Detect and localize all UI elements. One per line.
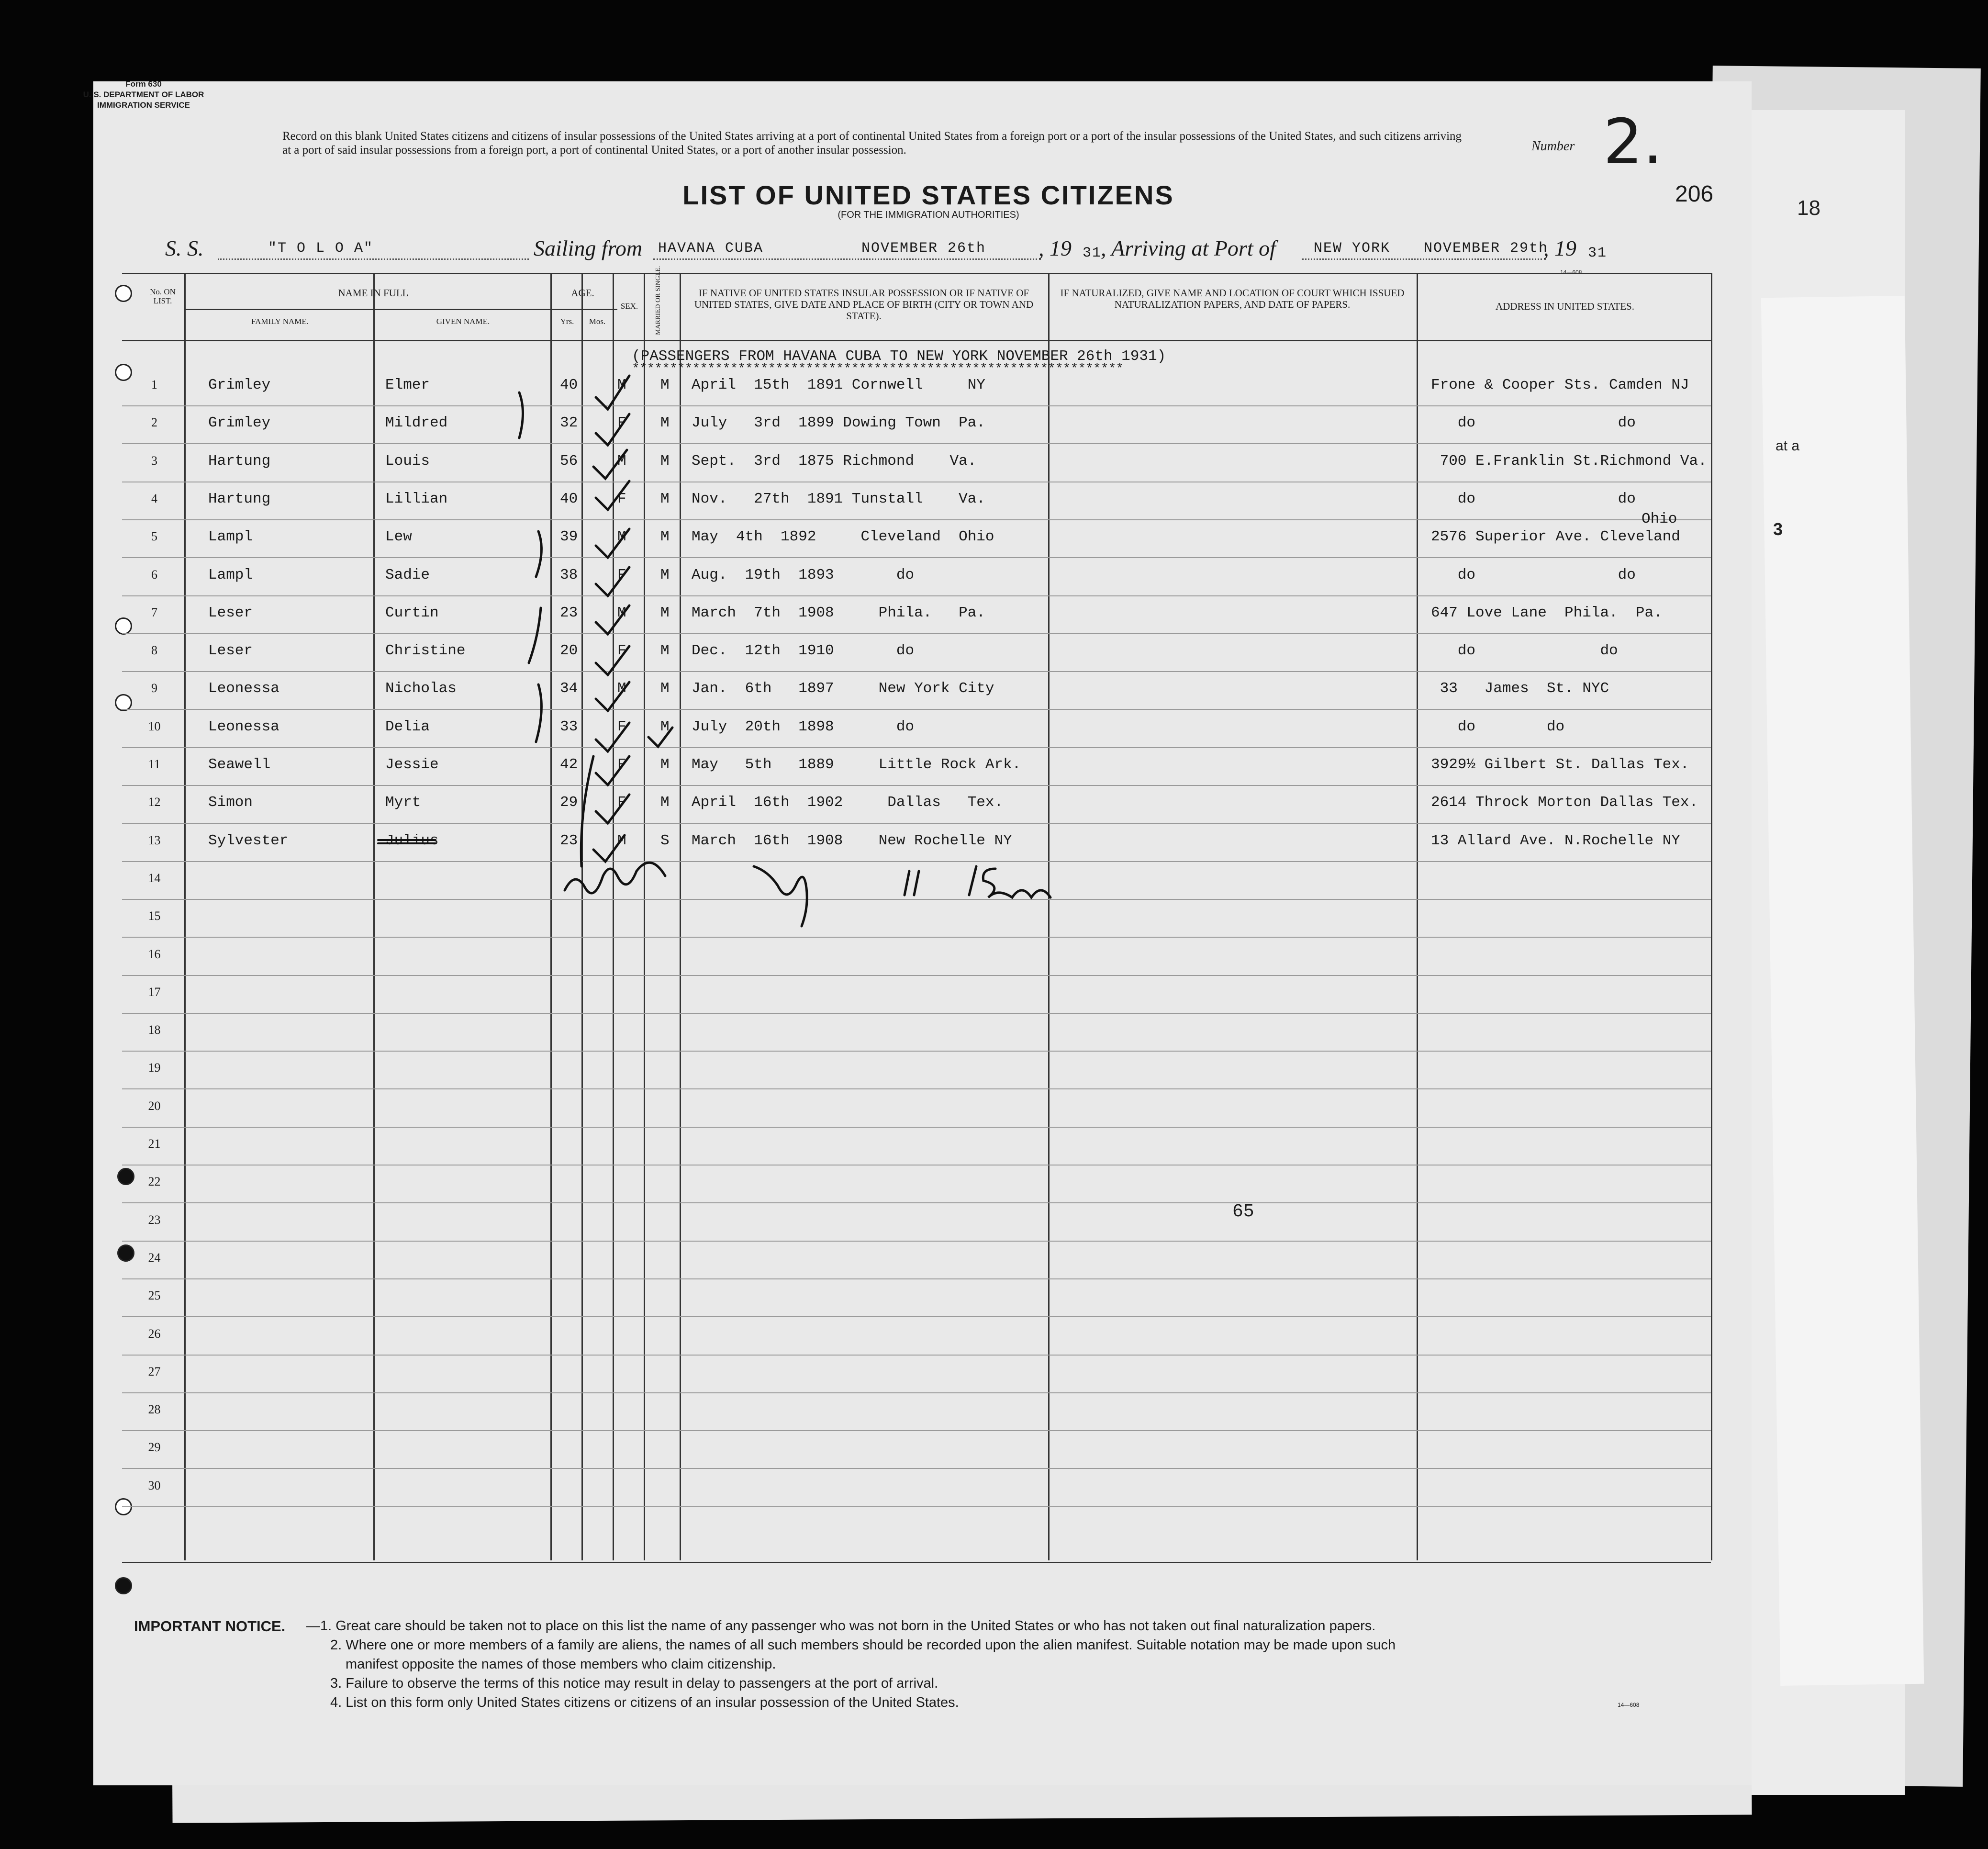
sex-cell: F: [617, 756, 626, 773]
row-number: 14: [148, 871, 161, 885]
check-mark: [596, 481, 629, 510]
header-yrs: Yrs.: [560, 317, 574, 326]
birth-cell: Nov. 27th 1891 Tunstall Va.: [692, 490, 985, 507]
sailing-from: HAVANA CUBA: [658, 240, 764, 257]
sex-cell: F: [617, 490, 626, 507]
married-cell: M: [660, 490, 670, 507]
sailing-label: Sailing from: [534, 236, 643, 260]
check-mark: [648, 728, 672, 747]
birth-cell: July 3rd 1899 Dowing Town Pa.: [692, 415, 985, 432]
birth-cell: Jan. 6th 1897 New York City: [692, 680, 994, 697]
check-mark: [596, 376, 629, 409]
row-number: 16: [148, 947, 161, 961]
row-number: 6: [151, 567, 157, 582]
notice-item-3: 3. Failure to observe the terms of this notice may result in delay to passengers at the port of arrival.: [330, 1676, 938, 1691]
birth-cell: Sept. 3rd 1875 Richmond Va.: [692, 452, 977, 470]
married-cell: M: [660, 566, 670, 583]
age-cell: 40: [560, 490, 578, 507]
given-name-cell: Myrt: [385, 794, 421, 811]
margin-number: 65: [1232, 1201, 1254, 1222]
row-number: 17: [148, 985, 161, 999]
notice-item-1: —1. Great care should be taken not to place on this list the name of any passenger who was not born in the United States or who has not taken out final naturalization papers.: [306, 1618, 1376, 1634]
sex-cell: M: [617, 680, 626, 697]
check-mark: [596, 567, 629, 596]
address-cell: do do: [1431, 642, 1618, 660]
handwritten-note: [905, 871, 919, 895]
row-number: 12: [148, 795, 161, 809]
row-number: 7: [151, 605, 157, 619]
row-number: 23: [148, 1212, 161, 1227]
address-cell: 2614 Throck Morton Dallas Tex.: [1431, 794, 1698, 811]
handwritten-note: [565, 863, 665, 893]
age-cell: 33: [560, 718, 578, 735]
address-note: Ohio: [1642, 511, 1677, 527]
row-number: 4: [151, 491, 157, 505]
side-sheet-text: at a: [1776, 438, 1800, 454]
number-value: 2.: [1603, 105, 1663, 178]
row-number: 27: [148, 1364, 161, 1378]
age-cell: 34: [560, 680, 578, 697]
bracket-mark: [529, 608, 541, 663]
row-number: 15: [148, 909, 161, 923]
sex-cell: M: [617, 452, 626, 470]
family-name-cell: Lampl: [208, 528, 253, 546]
year-prefix: , 19: [1039, 236, 1072, 260]
number-label: Number: [1531, 139, 1575, 154]
sex-cell: M: [617, 528, 626, 546]
family-name-cell: Leser: [208, 604, 253, 621]
given-name-cell: Delia: [385, 718, 430, 735]
married-cell: M: [660, 528, 670, 546]
given-name-cell: Lew: [385, 528, 412, 546]
age-cell: 38: [560, 566, 578, 583]
sex-cell: F: [617, 642, 626, 660]
age-cell: 29: [560, 794, 578, 811]
birth-cell: March 16th 1908 New Rochelle NY: [692, 832, 1012, 849]
married-cell: M: [660, 680, 670, 697]
family-name-cell: Simon: [208, 794, 253, 811]
age-cell: 20: [560, 642, 578, 660]
row-number: 3: [151, 453, 157, 468]
family-name-cell: Lampl: [208, 566, 253, 583]
address-cell: do do: [1431, 718, 1565, 735]
row-number: 24: [148, 1250, 161, 1265]
address-cell: 2576 Superior Ave. Cleveland: [1431, 528, 1680, 546]
handwritten-note: [969, 866, 1050, 897]
address-cell: do do: [1431, 415, 1636, 432]
pen-stroke: [581, 756, 593, 866]
row-number: 5: [151, 529, 157, 544]
married-cell: M: [660, 415, 670, 432]
married-cell: S: [660, 832, 670, 849]
arrival-date: NOVEMBER 29th: [1424, 240, 1549, 257]
printer-code: 14—608: [1560, 269, 1582, 276]
given-name-cell: Elmer: [385, 377, 430, 393]
printer-code: 14—608: [1618, 1702, 1640, 1708]
row-number: 13: [148, 833, 161, 847]
birth-cell: May 5th 1889 Little Rock Ark.: [692, 756, 1021, 773]
birth-cell: April 15th 1891 Cornwell NY: [692, 377, 985, 393]
header-name-in-full: NAME IN FULL: [338, 287, 409, 299]
check-mark: [596, 605, 629, 634]
age-cell: 56: [560, 452, 578, 470]
birth-cell: Aug. 19th 1893 do: [692, 566, 915, 583]
age-cell: 39: [560, 528, 578, 546]
birth-cell: Dec. 12th 1910 do: [692, 642, 915, 660]
address-cell: 700 E.Franklin St.Richmond Va.: [1431, 452, 1707, 470]
header-sex: SEX.: [620, 302, 638, 311]
address-cell: 33 James St. NYC: [1431, 680, 1609, 697]
age-cell: 32: [560, 415, 578, 432]
family-name-cell: Leonessa: [208, 718, 279, 735]
header-given-name: GIVEN NAME.: [436, 317, 490, 326]
married-cell: M: [660, 718, 670, 735]
given-name-cell: Curtin: [385, 604, 439, 621]
check-mark: [593, 450, 627, 479]
given-name-cell: Nicholas: [385, 680, 457, 697]
check-mark: [596, 529, 629, 558]
page-subtitle: (FOR THE IMMIGRATION AUTHORITIES): [838, 210, 1019, 220]
address-cell: 3929½ Gilbert St. Dallas Tex.: [1431, 756, 1689, 773]
row-number: 2: [151, 415, 157, 430]
given-name-cell: Julius: [385, 832, 439, 849]
age-cell: 23: [560, 604, 578, 621]
notice-heading: IMPORTANT NOTICE.: [134, 1618, 286, 1635]
age-cell: 42: [560, 756, 578, 773]
family-name-cell: Grimley: [208, 415, 271, 432]
check-mark: [596, 414, 629, 445]
row-number: 21: [148, 1137, 161, 1151]
given-name-cell: Lillian: [385, 490, 448, 507]
family-name-cell: Hartung: [208, 452, 271, 470]
row-number: 8: [151, 643, 157, 658]
row-number: 20: [148, 1098, 161, 1113]
sex-cell: M: [617, 604, 626, 621]
address-cell: do do: [1431, 490, 1636, 507]
sailing-year: 31: [1083, 245, 1102, 261]
sex-cell: F: [617, 415, 626, 432]
family-name-cell: Sylvester: [208, 832, 289, 849]
row-number: 30: [148, 1478, 161, 1492]
row-number: 10: [148, 719, 161, 733]
birth-cell: May 4th 1892 Cleveland Ohio: [692, 528, 994, 546]
row-number: 28: [148, 1402, 161, 1417]
row-number: 18: [148, 1023, 161, 1037]
side-sheet-text: 18: [1797, 196, 1820, 220]
notice-item-2-cont: manifest opposite the names of those members who claim citizenship.: [346, 1657, 776, 1672]
check-mark: [596, 756, 629, 785]
married-cell: M: [660, 452, 670, 470]
form-identifier: Form 630 U. S. DEPARTMENT OF LABOR IMMIGRATION SERVICE: [83, 79, 204, 110]
bracket-mark: [519, 392, 523, 438]
check-mark: [596, 795, 629, 823]
header-family-name: FAMILY NAME.: [251, 317, 309, 326]
bracket-mark: [536, 684, 541, 742]
banner-asterisks: *****************************************************************: [632, 362, 1124, 377]
birth-cell: March 7th 1908 Phila. Pa.: [692, 604, 985, 621]
sex-cell: F: [617, 566, 626, 583]
header-mos: Mos.: [589, 317, 606, 326]
check-mark: [596, 723, 629, 751]
header-address: ADDRESS IN UNITED STATES.: [1496, 301, 1634, 312]
given-name-cell: Louis: [385, 452, 430, 470]
age-cell: 23: [560, 832, 578, 849]
page-number: 206: [1675, 181, 1714, 207]
sex-cell: M: [617, 832, 626, 849]
check-mark: [596, 646, 629, 675]
ship-name: "T O L O A": [268, 240, 374, 257]
row-number: 26: [148, 1326, 161, 1341]
address-cell: Frone & Cooper Sts. Camden NJ: [1431, 377, 1689, 393]
header-naturalized: IF NATURALIZED, GIVE NAME AND LOCATION OF COURT WHICH ISSUED NATURALIZATION PAPERS, AND DATE OF PAPERS.: [1060, 287, 1405, 310]
married-cell: M: [660, 604, 670, 621]
row-number: 19: [148, 1061, 161, 1075]
family-name-cell: Leonessa: [208, 680, 279, 697]
family-name-cell: Seawell: [208, 756, 271, 773]
sex-cell: F: [617, 718, 626, 735]
arriving-label: , Arriving at Port of: [1101, 236, 1276, 260]
given-name-cell: Mildred: [385, 415, 448, 432]
arrival-port: NEW YORK: [1314, 240, 1391, 257]
side-sheet-text: 3: [1773, 519, 1783, 539]
address-cell: 647 Love Lane Phila. Pa.: [1431, 604, 1663, 621]
check-mark: [593, 835, 625, 862]
year-prefix: , 19: [1543, 236, 1576, 260]
married-cell: M: [660, 794, 670, 811]
address-cell: 13 Allard Ave. N.Rochelle NY: [1431, 832, 1680, 849]
address-cell: do do: [1431, 566, 1636, 583]
notice-item-2: 2. Where one or more members of a family are aliens, the names of all such members should be recorded upon the alien manifest. Suitable notation may be made upon such: [330, 1637, 1396, 1653]
given-name-cell: Jessie: [385, 756, 439, 773]
age-cell: 40: [560, 377, 578, 393]
header-no: No. ON LIST.: [150, 287, 176, 305]
birth-cell: July 20th 1898 do: [692, 718, 915, 735]
arrival-year: 31: [1588, 245, 1608, 261]
ss-label: S. S.: [165, 236, 204, 260]
family-name-cell: Grimley: [208, 377, 271, 393]
given-name-cell: Sadie: [385, 566, 430, 583]
family-name-cell: Leser: [208, 642, 253, 660]
sex-cell: M: [617, 377, 626, 393]
notice-item-4: 4. List on this form only United States citizens or citizens of an insular possession of the United States.: [330, 1695, 959, 1710]
sailing-date: NOVEMBER 26th: [861, 240, 986, 257]
married-cell: M: [660, 756, 670, 773]
check-mark: [596, 682, 629, 711]
strikeout: [378, 840, 436, 843]
row-number: 25: [148, 1289, 161, 1303]
header-birth: IF NATIVE OF UNITED STATES INSULAR POSSESSION OR IF NATIVE OF UNITED STATES, GIVE DATE AND PLACE OF BIRTH (CITY OR TOWN AND STATE).: [694, 287, 1034, 322]
row-number: 9: [151, 681, 157, 695]
page-title: LIST OF UNITED STATES CITIZENS: [682, 180, 1174, 210]
row-number: 11: [148, 757, 161, 771]
header-married: MARRIED OR SINGLE.: [655, 266, 662, 335]
married-cell: M: [660, 377, 670, 393]
given-name-cell: Christine: [385, 642, 466, 660]
family-name-cell: Hartung: [208, 490, 271, 507]
row-number: 1: [151, 378, 157, 392]
row-number: 22: [148, 1175, 161, 1189]
sex-cell: F: [617, 794, 626, 811]
header-age: AGE.: [571, 287, 594, 299]
bracket-mark: [536, 531, 541, 577]
married-cell: M: [660, 642, 670, 660]
birth-cell: April 16th 1902 Dallas Tex.: [692, 794, 1004, 811]
passenger-banner: (PASSENGERS FROM HAVANA CUBA TO NEW YORK NOVEMBER 26th 1931): [632, 348, 1166, 365]
handwritten-note: [754, 866, 807, 926]
form-instructions: Record on this blank United States citizens and citizens of insular possessions of the United States arriving at a port of continental United States from a foreign port or a port of the insular possessions of the United States, and such citizens arriving at a port of said insular possessions from a foreign port, a port of continental United States, or a port of another insular possession.: [282, 130, 1462, 157]
row-number: 29: [148, 1440, 161, 1455]
